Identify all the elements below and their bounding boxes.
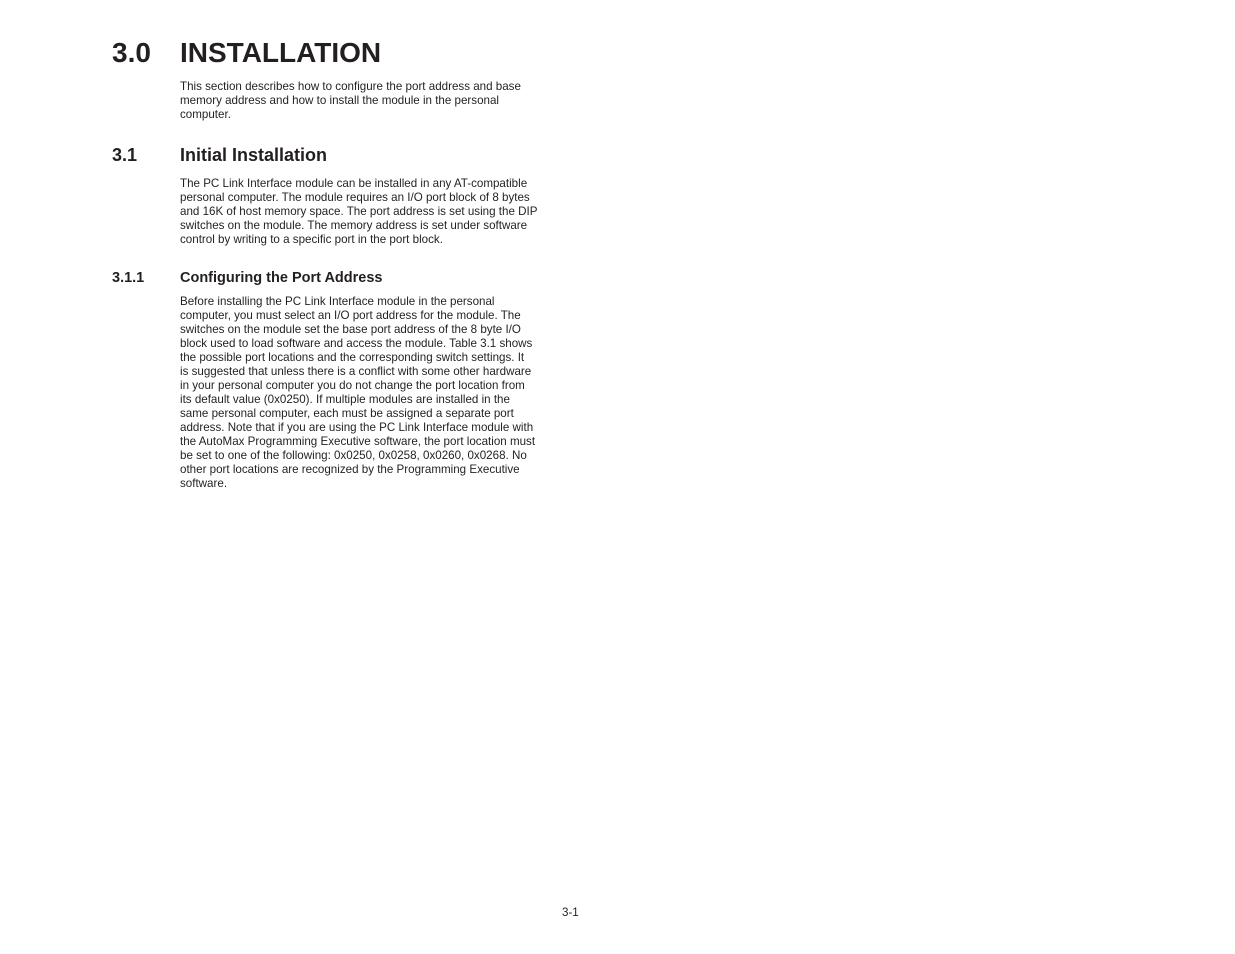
body-line: same personal computer, each must be assigned a separate port: [180, 407, 514, 420]
subsection-number: 3.1: [112, 145, 138, 165]
subsection-body-paragraph: [180, 177, 570, 247]
body-line: in your personal computer you do not change the port location from: [180, 379, 525, 392]
body-line: block used to load software and access the module. Table 3.1 shows: [180, 337, 533, 350]
body-line: switches on the module. The memory address is set under software: [180, 219, 528, 232]
body-line: software.: [180, 477, 228, 490]
intro-line: computer.: [180, 108, 231, 121]
body-line: switches on the module set the base port address of the 8 byte I/O: [180, 323, 521, 336]
subsubsection-number: 3.1.1: [112, 270, 145, 286]
section-intro-paragraph: [180, 80, 570, 122]
body-line: its default value (0x0250). If multiple modules are installed in the: [180, 393, 510, 406]
body-line: computer, you must select an I/O port address for the module. The: [180, 309, 521, 322]
subsection-title: Initial Installation: [180, 145, 328, 165]
body-line: the AutoMax Programming Executive software, the port location must: [180, 435, 536, 448]
subsubsection-body-paragraph: [180, 295, 570, 491]
body-line: be set to one of the following: 0x0250, 0x0258, 0x0260, 0x0268. No: [180, 449, 527, 462]
body-line: the possible port locations and the corresponding switch settings. It: [180, 351, 525, 364]
section-title: INSTALLATION: [180, 37, 382, 68]
body-line: is suggested that unless there is a conflict with some other hardware: [180, 365, 532, 378]
body-line: The PC Link Interface module can be installed in any AT-compatible: [180, 177, 528, 190]
intro-line: This section describes how to configure the port address and base: [180, 80, 521, 93]
body-line: control by writing to a specific port in the port block.: [180, 233, 443, 246]
body-line: other port locations are recognized by the Programming Executive: [180, 463, 520, 476]
section-number: 3.0: [112, 37, 151, 68]
page-number: 3-1: [562, 906, 579, 919]
body-line: address. Note that if you are using the PC Link Interface module with: [180, 421, 534, 434]
body-line: Before installing the PC Link Interface module in the personal: [180, 295, 495, 308]
body-line: personal computer. The module requires an I/O port block of 8 bytes: [180, 191, 530, 204]
intro-line: memory address and how to install the module in the personal: [180, 94, 500, 107]
body-line: and 16K of host memory space. The port address is set using the DIP: [180, 205, 538, 218]
subsubsection-title: Configuring the Port Address: [180, 270, 383, 286]
